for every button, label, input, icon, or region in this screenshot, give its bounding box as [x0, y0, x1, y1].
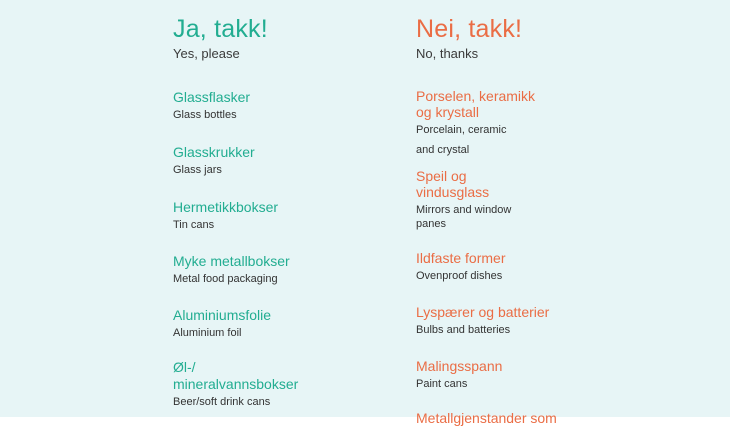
accepted-item-glass-bottles [173, 90, 423, 123]
accepted-item-tin-cans [173, 200, 423, 233]
rejected-item-bulbs-batteries [416, 305, 666, 338]
rejected-item-ovenproof-dishes [416, 251, 666, 284]
item-description: Ovenproof dishes [416, 270, 503, 282]
item-name-line-2: og krystall [416, 104, 480, 120]
item-description-line-2: and crystal [416, 144, 470, 156]
item-name: Aluminiumsfolie [173, 307, 272, 323]
item-name: Glassflasker [173, 89, 251, 105]
item-name: Glasskrukker [173, 144, 255, 160]
item-description-line-1: Mirrors and window [416, 204, 512, 216]
item-description: Beer/soft drink cans [173, 396, 271, 408]
accepted-item-metal-food-packaging [173, 254, 423, 287]
rejected-title: Nei, takk! [416, 15, 523, 43]
item-name-line-1: Speil og [416, 168, 467, 184]
item-description: Bulbs and batteries [416, 324, 511, 336]
item-name-line-2: vindusglass [416, 184, 490, 200]
item-name-line-1: Porselen, keramikk [416, 88, 536, 104]
item-description-line-2: panes [416, 218, 446, 230]
accepted-item-drink-cans [173, 360, 423, 410]
rejected-item-porcelain [416, 89, 666, 158]
item-description: Glass bottles [173, 109, 237, 121]
rejected-subtitle: No, thanks [416, 46, 479, 61]
item-name: Metallgjenstander som [416, 410, 557, 426]
item-name: Lyspærer og batterier [416, 304, 550, 320]
item-description: Metal food packaging [173, 273, 278, 285]
accepted-item-glass-jars [173, 145, 423, 178]
item-description-line-1: Porcelain, ceramic [416, 124, 507, 136]
rejected-item-mirrors [416, 169, 666, 232]
item-name-line-1: Øl-/ [173, 359, 196, 375]
accepted-subtitle: Yes, please [173, 46, 240, 61]
rejected-item-metal-objects [416, 411, 666, 425]
item-name: Hermetikkbokser [173, 199, 279, 215]
accepted-item-aluminium-foil [173, 308, 423, 341]
accepted-title: Ja, takk! [173, 15, 268, 43]
item-description: Paint cans [416, 378, 468, 390]
rejected-item-paint-cans [416, 359, 666, 392]
item-description: Aluminium foil [173, 327, 242, 339]
item-description: Glass jars [173, 164, 222, 176]
item-name-line-2: mineralvannsbokser [173, 376, 299, 392]
item-name: Ildfaste former [416, 250, 506, 266]
item-description: Tin cans [173, 219, 215, 231]
item-name: Myke metallbokser [173, 253, 290, 269]
item-name: Malingsspann [416, 358, 503, 374]
